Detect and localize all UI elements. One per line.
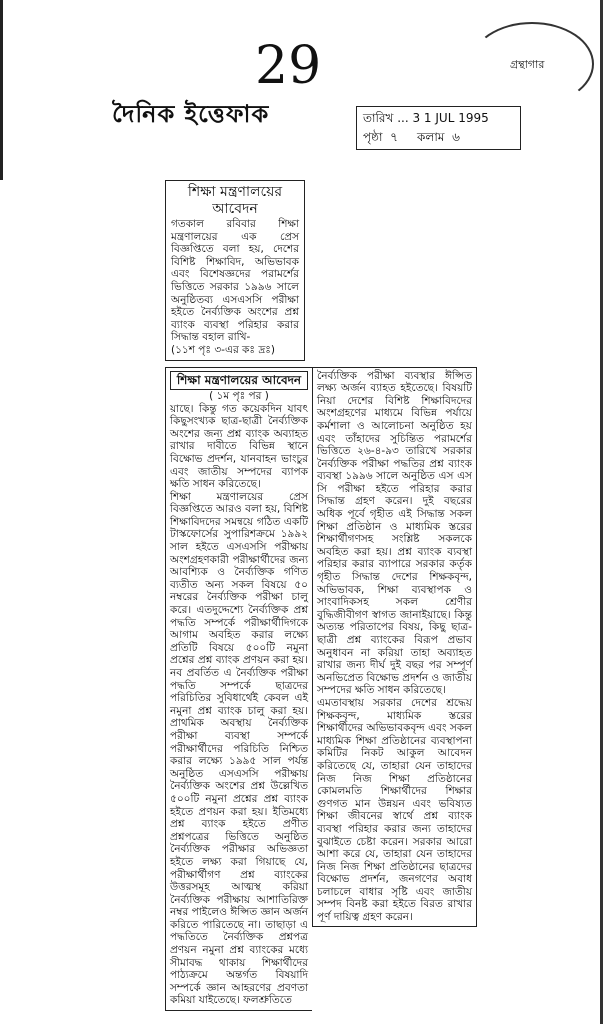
scan-edge-left xyxy=(0,0,3,180)
date-label: তারিখ ... xyxy=(363,111,409,125)
library-seal xyxy=(470,22,594,106)
article-front-page xyxy=(165,180,305,361)
column-value: ৬ xyxy=(452,130,460,144)
article-headline: শিক্ষা মন্ত্রণালয়ের আবেদন xyxy=(187,184,283,217)
seal-text: গ্রন্থাগার xyxy=(510,58,545,71)
page-value: ৭ xyxy=(390,130,398,144)
handwritten-page-number: 29 xyxy=(255,36,322,96)
date-stamp xyxy=(356,106,521,150)
date-value: 3 1 JUL 1995 xyxy=(412,111,489,125)
article-continued-col1 xyxy=(165,367,312,1012)
page-label: পৃষ্ঠা xyxy=(363,130,383,144)
article-continued-col2 xyxy=(312,367,477,927)
article-continued-headline: শিক্ষা মন্ত্রণালয়ের আবেদন xyxy=(170,371,308,390)
articles-area xyxy=(165,180,477,1011)
column-label: কলাম xyxy=(416,130,445,144)
continuation-note: (১১শ পৃঃ ৩-এর কঃ দ্রঃ) xyxy=(171,343,276,356)
article-body: গতকাল রবিবার শিক্ষা মন্ত্রণালয়ের এক প্রেস বিজ্ঞপ্তিতে বলা হয়, দেশের বিশিষ্ট শিক্ষাবিদ, অভিভাবক এবং বিশেষজ্ঞদের পরামর্শের ভিত্তিতে সরকার ১৯৯৬ সালে অনুষ্ঠিতব্য এসএসসি পরীক্ষা হইতে নৈর্ব্যক্তিক অংশের প্রশ্ন ব্যাংক ব্যবস্থা পরিহার করার সিদ্ধান্ত বহাল রাখি- xyxy=(171,218,299,344)
scan-edge-right xyxy=(600,0,603,1024)
article-paragraph: নৈর্ব্যক্তিক পরীক্ষা ব্যবস্থার ঈপ্সিত লক্ষ্য অর্জন ব্যাহত হইতেছে। বিষয়টি নিয়া দেশের বিশিষ্ট শিক্ষাবিদদের অংশগ্রহণের মাধ্যমে বিভিন্ন পর্যায়ে কর্মশালা ও আলোচনা অনুষ্ঠিত হয় এবং তাঁহাদের সুচিন্তিত পরামর্শের ভিত্তিতে ২৬-৪-৯৩ তারিখে সরকার নৈর্ব্যক্তিক পরীক্ষা পদ্ধতির প্রশ্ন ব্যাংক ব্যবস্থা ১৯৯৬ সালে অনুষ্ঠিত এস এস সি পরীক্ষা হইতে পরিহার করার সিদ্ধান্ত গ্রহণ করেন। দুই বছরের অধিক পূর্বে গৃহীত এই সিদ্ধান্ত সকল শিক্ষা প্রতিষ্ঠান ও মাধ্যমিক স্তরের শিক্ষার্থীগণসহ সংশ্লিষ্ট সকলকে অবহিত করা হয়। প্রশ্ন ব্যাংক ব্যবস্থা পরিহার করার ব্যাপারে সরকার কর্তৃক গৃহীত সিদ্ধান্ত দেশের শিক্ষকবৃন্দ, অভিভাবক, শিক্ষা ব্যবস্থাপক ও সাংবাদিকসহ সকল শ্রেণীর বুদ্ধিজীবীগণ স্বাগত জানাইয়াছে। কিন্তু অত্যন্ত পরিতাপের বিষয়, কিছু ছাত্র-ছাত্রী প্রশ্ন ব্যাংকের বিরূপ প্রভাব অনুধাবন না করিয়া তাহা অব্যাহত রাখার জন্য দীর্ঘ দুই বছর পর সম্পূর্ণ অনভিপ্রেত বিক্ষোভ প্রদর্শন ও জাতীয় সম্পদের ক্ষতি সাধন করিতেছে। xyxy=(317,369,472,697)
article-paragraph: এমতাবস্থায় সরকার দেশের শ্রদ্ধেয় শিক্ষকবৃন্দ, মাধ্যমিক স্তরের শিক্ষার্থীদের অভিভাবকবৃন্দ এবং সকল মাধ্যমিক শিক্ষা প্রতিষ্ঠানের ব্যবস্থাপনা কমিটির নিকট আকুল আবেদন করিতেছে যে, তাহারা যেন তাহাদের নিজ নিজ শিক্ষা প্রতিষ্ঠানের কোমলমতি শিক্ষার্থীদের শিক্ষার গুণগত মান উন্নয়ন এবং ভবিষ্যত শিক্ষা জীবনের স্বার্থে প্রশ্ন ব্যাংক ব্যবস্থা পরিহার করার জন্য তাহাদের বুঝাইতে চেষ্টা করেন। সরকার আরো আশা করে যে, তাহারা যেন তাহাদের নিজ নিজ শিক্ষা প্রতিষ্ঠানের ছাত্রদের বিক্ষোভ প্রদর্শন, জনগণের অবাধ চলাচলে বাধার সৃষ্টি এবং জাতীয় সম্পদ বিনষ্ট করা হইতে বিরত রাখার পূর্ণ দায়িত্ব গ্রহণ করেন। xyxy=(317,696,472,924)
article-paragraph: য়াছে। কিন্তু গত কয়েকদিন যাবৎ কিছুসংখ্যক ছাত্র-ছাত্রী নৈর্ব্যক্তিক অংশের জন্য প্রশ্ন ব্যাংক অব্যাহত রাখার দাবীতে বিভিন্ন স্থানে বিক্ষোভ প্রদর্শন, যানবাহন ভাংচুর এবং জাতীয় সম্পদের ব্যাপক ক্ষতি সাধন করিতেছে। xyxy=(170,402,308,491)
newspaper-masthead: দৈনিক ইত্তেফাক xyxy=(112,100,270,128)
article-continued xyxy=(165,367,477,1012)
continued-from-note: ( ১ম পৃঃ পর ) xyxy=(209,389,269,402)
article-paragraph: শিক্ষা মন্ত্রণালয়ের প্রেস বিজ্ঞপ্তিতে আরও বলা হয়, বিশিষ্ট শিক্ষাবিদদের সমন্বয়ে গঠিত একটি টাস্কফোর্সের সুপারিশক্রমে ১৯৯২ সাল হইতে এসএসসি পরীক্ষায় অংশগ্রহণকারী পরীক্ষার্থীদের জন্য আবশ্যিক ও নৈর্ব্যক্তিক গণিত ব্যতীত অন্য সকল বিষয়ে ৫০ নম্বরের নৈর্ব্যক্তিক পরীক্ষা চালু করে। এতদুদ্দেশ্যে নৈর্ব্যক্তিক প্রশ্ন পদ্ধতি সম্পর্কে পরীক্ষার্থীদিগকে আগাম অবহিত করার লক্ষ্যে প্রতিটি বিষয়ে ৫০০টি নমুনা প্রশ্নের প্রশ্ন ব্যাংক প্রণয়ন করা হয়। নব প্রবর্তিত এ নৈর্ব্যক্তিক পরীক্ষা পদ্ধতি সম্পর্কে ছাত্রদের পরিচিতির সুবিধার্থেই কেবল এই নমুনা প্রশ্ন ব্যাংক চালু করা হয়। প্রাথমিক অবস্থায় নৈর্ব্যক্তিক পরীক্ষা ব্যবস্থা সম্পর্কে পরীক্ষার্থীদের পরিচিতি নিশ্চিত করার লক্ষ্যে ১৯৯৫ সাল পর্যন্ত অনুষ্ঠিত এসএসসি পরীক্ষায় নৈর্ব্যক্তিক অংশের প্রশ্ন উল্লেখিত ৫০০টি নমুনা প্রশ্নের প্রশ্ন ব্যাংক হইতে প্রণয়ন করা হয়। ইতিমধ্যে প্রশ্ন ব্যাংক হইতে প্রণীত প্রশ্নপত্রের ভিত্তিতে অনুষ্ঠিত নৈর্ব্যক্তিক পরীক্ষার অভিজ্ঞতা হইতে লক্ষ্য করা গিয়াছে যে, পরীক্ষার্থীগণ প্রশ্ন ব্যাংকের উত্তরসমূহ আত্মস্থ করিয়া নৈর্ব্যক্তিক পরীক্ষায় আশাতিরিক্ত নম্বর পাইলেও ঈপ্সিত জ্ঞান অর্জন করিতে পারিতেছে না। তাছাড়া এ পদ্ধতিতে নৈর্ব্যক্তিক প্রশ্নপত্র প্রণয়ন নমুনা প্রশ্ন ব্যাংকের মধ্যে সীমাবদ্ধ থাকায় শিক্ষার্থীদের পাঠ্যক্রমে অন্তর্গত বিষয়াদি সম্পর্কে জ্ঞান আহরণের প্রবণতা কমিয়া যাইতেছে। ফলশ্রুতিতে xyxy=(170,490,308,1007)
